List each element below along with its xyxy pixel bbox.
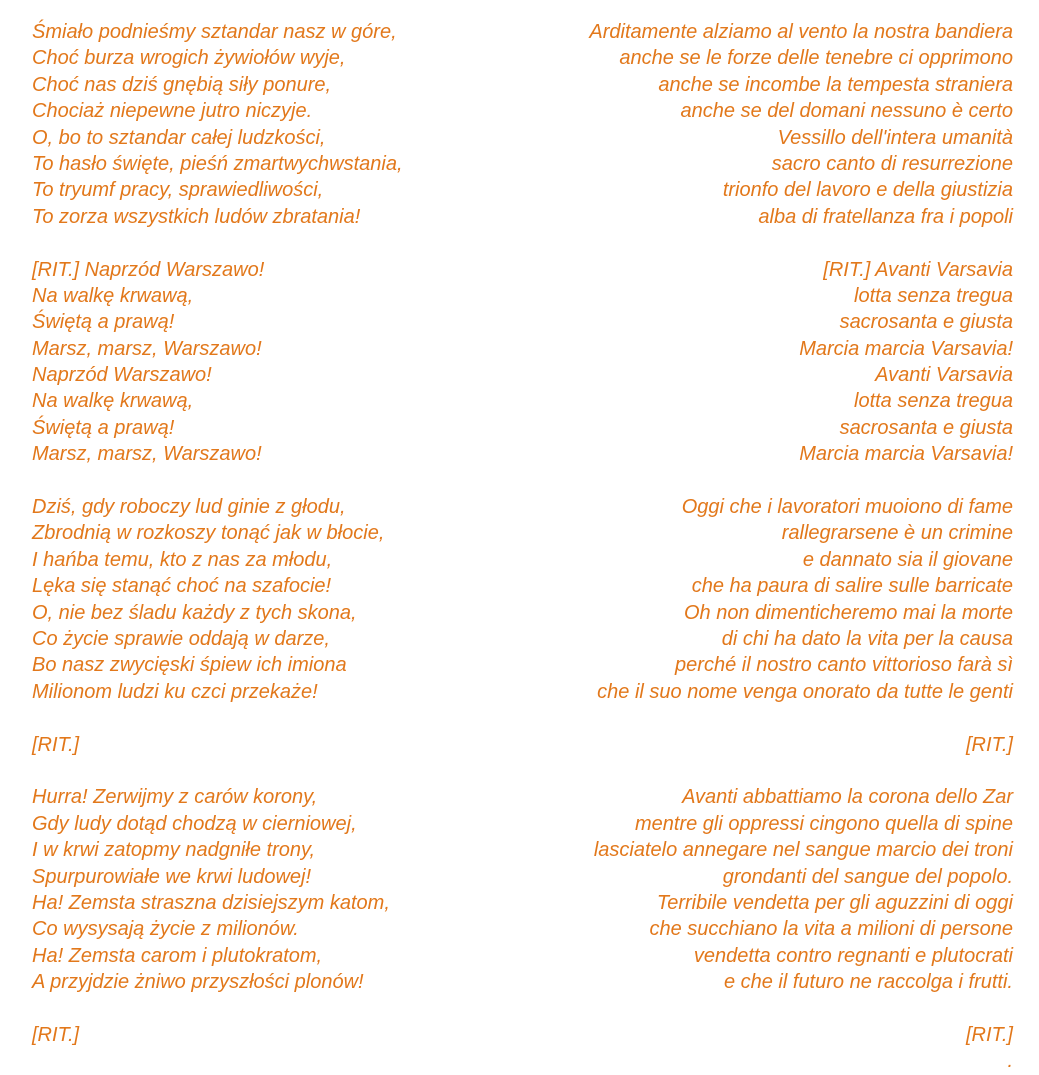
polish-line: To hasło święte, pieśń zmartwychwstania, (32, 152, 403, 175)
stanza-gap (32, 705, 502, 731)
italian-line: Avanti abbattiamo la corona dello Zar (682, 786, 1013, 809)
stanza-gap (32, 995, 502, 1021)
italian-line: Oh non dimenticheremo mai la morte (683, 601, 1013, 624)
stanza-gap (503, 230, 1013, 256)
italian-refrain (503, 257, 1013, 468)
polish-line: Ha! Zemsta carom i plutokratom, (32, 944, 323, 967)
italian-stanza-1 (503, 19, 1013, 230)
stanza-gap (32, 758, 502, 784)
italian-line: sacrosanta e giusta (839, 311, 1013, 334)
italian-stanza-2 (503, 494, 1013, 705)
italian-line: che ha paura di salire sulle barricate (691, 575, 1013, 598)
stanza-gap (32, 230, 502, 256)
polish-line: Co życie sprawie oddają w darze, (32, 627, 330, 650)
polish-line: A przyjdzie żniwo przyszłości plonów! (32, 971, 364, 994)
polish-line: Bo nasz zwycięski śpiew ich imiona (32, 654, 347, 677)
italian-line: anche se del domani nessuno è certo (680, 100, 1013, 123)
polish-refrain-marker (32, 1022, 502, 1048)
italian-refrain-marker (503, 1022, 1013, 1075)
italian-line: lotta senza tregua (854, 284, 1013, 307)
italian-line: e dannato sia il giovane (802, 548, 1013, 571)
polish-stanza-2 (32, 494, 502, 705)
italian-line: anche se incombe la tempesta straniera (658, 73, 1013, 96)
stanza-gap (503, 705, 1013, 731)
polish-line: Zbrodnią w rozkoszy tonąć jak w błocie, (32, 522, 385, 545)
stanza-gap (503, 468, 1013, 494)
polish-refrain (32, 257, 502, 468)
polish-lyrics-column (32, 19, 502, 1048)
polish-line: Choć nas dziś gnębią siły ponure, (32, 73, 332, 96)
italian-refrain-marker (503, 732, 1013, 758)
italian-line: Avanti Varsavia (875, 364, 1013, 387)
italian-line: [RIT.] Avanti Varsavia (823, 258, 1013, 281)
italian-stanza-3 (503, 784, 1013, 995)
italian-line: rallegrarsene è un crimine (781, 522, 1013, 545)
polish-line: Gdy ludy dotąd chodzą w cierniowej, (32, 812, 357, 835)
polish-line: Na walkę krwawą, (32, 390, 194, 413)
italian-line: Oggi che i lavoratori muoiono di fame (681, 496, 1013, 519)
polish-stanza-3 (32, 784, 502, 995)
italian-line: grondanti del sangue del popolo. (722, 865, 1013, 888)
italian-line: lasciatelo annegare nel sangue marcio dei troni (593, 839, 1013, 862)
italian-line: perché il nostro canto vittorioso farà sì (675, 654, 1013, 677)
italian-line: [RIT.] (965, 733, 1013, 756)
polish-line: Świętą a prawą! (32, 311, 175, 334)
italian-line: Terribile vendetta per gli aguzzini di oggi (656, 891, 1013, 914)
polish-line: Marsz, marsz, Warszawo! (32, 337, 262, 360)
stanza-gap (503, 758, 1013, 784)
italian-line: alba di fratellanza fra i popoli (758, 205, 1013, 228)
polish-line: To tryumf pracy, sprawiedliwości, (32, 179, 324, 202)
italian-line: che il suo nome venga onorato da tutte le genti (597, 680, 1013, 703)
polish-line: O, nie bez śladu każdy z tych skona, (32, 601, 357, 624)
polish-line: [RIT.] (32, 1023, 80, 1046)
stanza-gap (32, 468, 502, 494)
polish-line: Co wysysają życie z milionów. (32, 918, 299, 941)
polish-line: Świętą a prawą! (32, 416, 175, 439)
italian-line: e che il futuro ne raccolga i frutti. (723, 971, 1013, 994)
polish-line: Naprzód Warszawo! (32, 364, 212, 387)
stanza-gap (503, 995, 1013, 1021)
polish-line: Dziś, gdy roboczy lud ginie z głodu, (32, 496, 346, 519)
polish-line: I w krwi zatopmy nadgniłe trony, (32, 839, 316, 862)
italian-line: vendetta contro regnanti e plutocrati (693, 944, 1013, 967)
polish-line: I hańba temu, kto z nas za młodu, (32, 548, 333, 571)
italian-line: sacrosanta e giusta (839, 416, 1013, 439)
polish-line: Spurpurowiałe we krwi ludowej! (32, 865, 312, 888)
italian-line: sacro canto di resurrezione (771, 152, 1013, 175)
polish-line: Marsz, marsz, Warszawo! (32, 443, 262, 466)
italian-line: che succhiano la vita a milioni di persone (649, 918, 1013, 941)
italian-line: anche se le forze delle tenebre ci opprimono (619, 47, 1013, 70)
polish-line: Milionom ludzi ku czci przekaże! (32, 680, 318, 703)
polish-line: Ha! Zemsta straszna dzisiejszym katom, (32, 891, 390, 914)
italian-translation-column (503, 19, 1013, 1075)
polish-line: Chociaż niepewne jutro niczyje. (32, 100, 313, 123)
polish-refrain-marker (32, 732, 502, 758)
polish-line: O, bo to sztandar całej ludzkości, (32, 126, 326, 149)
italian-line: trionfo del lavoro e della giustizia (722, 179, 1013, 202)
italian-line: Arditamente alziamo al vento la nostra bandiera (589, 21, 1013, 43)
polish-line: Na walkę krwawą, (32, 284, 194, 307)
italian-line: [RIT.] (965, 1023, 1013, 1046)
polish-line: Hurra! Zerwijmy z carów korony, (32, 786, 318, 809)
italian-line: . (1007, 1050, 1013, 1073)
italian-line: Vessillo dell'intera umanità (777, 126, 1013, 149)
italian-line: di chi ha dato la vita per la causa (721, 627, 1013, 650)
italian-line: Marcia marcia Varsavia! (799, 443, 1013, 466)
polish-line: To zorza wszystkich ludów zbratania! (32, 205, 361, 228)
polish-line: Choć burza wrogich żywiołów wyje, (32, 47, 346, 70)
polish-line: Lęka się stanąć choć na szafocie! (32, 575, 332, 598)
polish-line: Śmiało podnieśmy sztandar nasz w góre, (32, 21, 397, 43)
polish-line: [RIT.] Naprzód Warszawo! (32, 258, 265, 281)
polish-line: [RIT.] (32, 733, 80, 756)
polish-stanza-1 (32, 19, 502, 230)
italian-line: mentre gli oppressi cingono quella di spine (634, 812, 1013, 835)
italian-line: Marcia marcia Varsavia! (799, 337, 1013, 360)
italian-line: lotta senza tregua (854, 390, 1013, 413)
